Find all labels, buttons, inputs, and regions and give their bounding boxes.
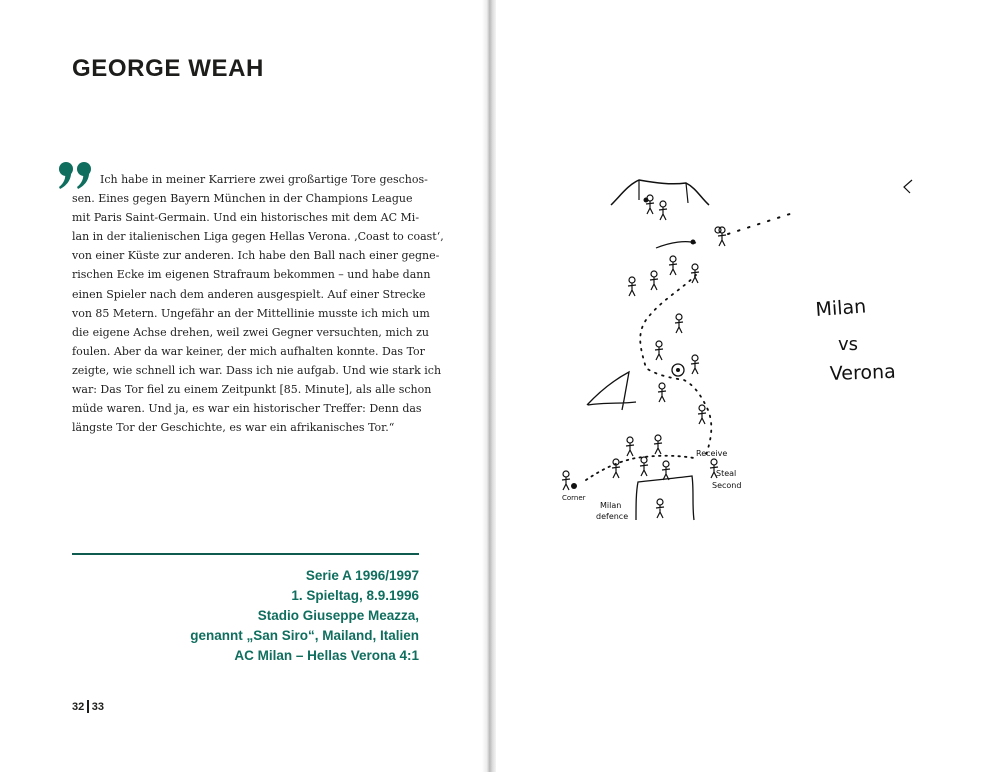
quote-line: war: Das Tor fiel zu einem Zeitpunkt [85. Minute], als alle schon — [72, 383, 432, 397]
bottom-goal-box — [636, 476, 694, 520]
goal-sketch — [496, 0, 983, 772]
label-receive: Receive — [696, 449, 728, 458]
quote-line: von 85 Metern. Ungefähr an der Mittellinie musste ich mich um — [72, 306, 430, 320]
right-page — [496, 0, 983, 772]
label-steal: Steal — [716, 469, 737, 478]
quote-line: foulen. Aber da war keiner, der mich aufhalten konnte. Das Tor — [72, 344, 425, 358]
quote-line: zeigte, wie schnell ich war. Dass ich nie aufgab. Und wie stark ich — [72, 363, 442, 377]
book-gutter — [482, 0, 496, 772]
page-numbers — [72, 701, 104, 713]
top-goal-line — [611, 180, 709, 205]
side-slash — [587, 372, 636, 410]
quote-line: Ich habe in meiner Karriere zwei großartige Tore geschos- — [100, 173, 428, 186]
match-info-line: Serie A 1996/1997 — [305, 568, 419, 583]
quote-line: längste Tor der Geschichte, es war ein afrikanisches Tor.“ — [72, 421, 395, 435]
quote-line: einen Spieler nach dem anderen ausgespielt. Auf einer Strecke — [72, 287, 426, 301]
page-number-left: 32 — [72, 701, 85, 713]
margin-mark — [904, 180, 912, 193]
label-second: Second — [712, 481, 742, 490]
quote-line: lan in der italienischen Liga gegen Hellas Verona. ‚Coast to coast‘, — [72, 230, 444, 244]
match-info-line: AC Milan – Hellas Verona 4:1 — [234, 648, 419, 663]
label-milan: Milan — [814, 295, 867, 321]
page-number-right: 33 — [91, 701, 104, 713]
match-info — [59, 566, 419, 666]
section-divider — [72, 553, 419, 555]
label-milan-defence-2: defence — [596, 512, 629, 521]
quote-line: rischen Ecke im eigenen Strafraum bekommen – und habe dann — [72, 268, 431, 282]
match-info-line: genannt „San Siro“, Mailand, Italien — [190, 628, 419, 643]
page-title: GEORGE WEAH — [72, 55, 264, 82]
quote-line: müde waren. Und ja, es war ein historischer Treffer: Denn das — [72, 402, 422, 416]
label-corner: Corner — [562, 494, 586, 502]
quote-line: von einer Küste zur anderen. Ich habe den Ball nach einer gegne- — [72, 249, 440, 263]
penalty-arc-dotted — [586, 456, 694, 480]
run-line-upper — [656, 242, 696, 248]
left-page — [0, 0, 482, 772]
quote-line: die eigene Achse drehen, weil zwei Gegner versuchten, mich zu — [72, 325, 429, 339]
label-vs: vs — [838, 334, 859, 355]
pass-dots-top — [728, 212, 796, 234]
quote-line: mit Paris Saint-Germain. Und ein historisches mit dem AC Mi- — [72, 211, 420, 225]
quote-line: sen. Eines gegen Bayern München in der Champions League — [72, 192, 413, 206]
match-info-line: 1. Spieltag, 8.9.1996 — [291, 588, 419, 603]
page-number-separator — [87, 700, 89, 713]
label-verona: Verona — [829, 360, 897, 385]
quote-text — [72, 170, 444, 437]
match-info-line: Stadio Giuseppe Meazza, — [257, 608, 419, 623]
label-milan-defence-1: Milan — [600, 501, 622, 510]
